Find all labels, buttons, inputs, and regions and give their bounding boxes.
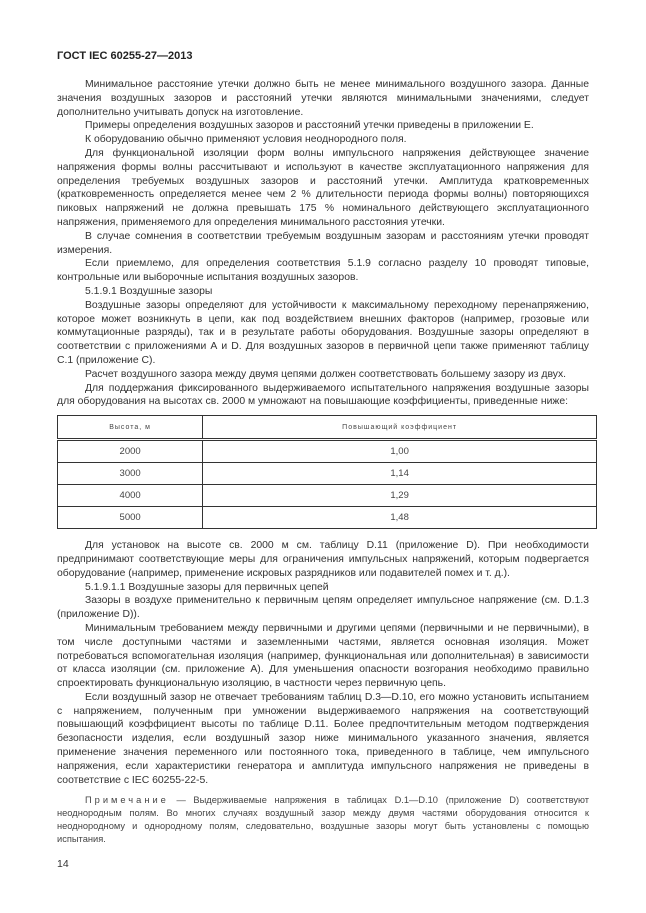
table-row xyxy=(58,507,597,529)
note-text: — Выдерживаемые напряжения в таблицах D.1—D.10 (приложение D) соответствуют неоднородным полям. Во многих случаях воздушный зазор между двумя частями оборудования относится к неоднородному и однородному полям, следовательно, воздушные зазоры могут быть установлены с помощью испытания. xyxy=(57,795,589,845)
altitude-factor-table xyxy=(57,415,597,529)
cell-altitude: 2000 xyxy=(58,440,203,463)
table-row xyxy=(58,485,597,507)
cell-altitude: 3000 xyxy=(58,463,203,485)
paragraph: Если воздушный зазор не отвечает требованиям таблиц D.3—D.10, его можно установить испытанием с напряжением, полученным при умножении выдерживаемого напряжения на соответствующий повышающий коэффициент высоты по таблице D.11. Более предпочтительным методом подтверждения безопасности изделия, если воздушный зазор ниже минимального указанного значения, является применение значения переменного или постоянного тока, приведенного в таблице, чем импульсного напряжения, если характеристики генератора и амплитуда импульсного напряжения не приведены в соответствие с IEC 60255-22-5. xyxy=(57,691,589,786)
table-row xyxy=(58,463,597,485)
cell-altitude: 4000 xyxy=(58,485,203,507)
table-row xyxy=(58,440,597,463)
cell-altitude: 5000 xyxy=(58,507,203,529)
cell-factor: 1,48 xyxy=(203,507,597,529)
document-header: ГОСТ IEC 60255-27—2013 xyxy=(57,50,193,62)
paragraph: В случае сомнения в соответствии требуемым воздушным зазорам и расстояниям утечки проводят измерения. xyxy=(57,230,589,256)
page-number: 14 xyxy=(57,858,69,871)
paragraph: Зазоры в воздухе применительно к первичным цепям определяет импульсное напряжение (см. D.1.3 (приложение D)). xyxy=(57,595,589,621)
cell-factor: 1,14 xyxy=(203,463,597,485)
table-header-row xyxy=(58,416,597,440)
paragraph: Расчет воздушного зазора между двумя цепями должен соответствовать большему зазору из двух. xyxy=(85,368,567,380)
paragraph: Минимальное расстояние утечки должно быть не менее минимального воздушного зазора. Данные значения воздушных зазоров и расстояний утечки являются минимальными значениями, следует дополнительно учитывать допуск на изготовление. xyxy=(57,79,589,118)
paragraph: Минимальным требованием между первичными и другими цепями (первичными и не первичными), в том числе доступными частями и заземленными частями, является основная изоляция. Может потребоваться вспомогательная изоляция (например, функциональная или дополнительная) в зависимости от класса изоляции (см. приложение А). Для уменьшения опасности возгорания необходимо правильно спроектировать функциональную изоляцию, в частности через первичную цепь. xyxy=(57,622,589,690)
cell-factor: 1,00 xyxy=(203,440,597,463)
paragraph: К оборудованию обычно применяют условия неоднородного поля. xyxy=(85,134,407,146)
cell-factor: 1,29 xyxy=(203,485,597,507)
paragraph: Воздушные зазоры определяют для устойчивости к максимальному переходному перенапряжению, которое может возникнуть в цепи, как под воздействием внешних факторов (например, грозовые или коммутационные разряды), так и в результате работы оборудования. Воздушные зазоры определяют в соответствии с приложениями А и D. Для воздушных зазоров в первичной цепи также применяют таблицу С.1 (приложение С). xyxy=(57,299,589,366)
column-header-factor: Повышающий коэффициент xyxy=(203,416,597,440)
section-heading: 5.1.9.1 Воздушные зазоры xyxy=(85,285,213,297)
paragraph: Для функциональной изоляции форм волны импульсного напряжения действующее значение напряжения формы волны рассчитывают и используют в качестве эксплуатационного напряжения для определения требуемых воздушных зазоров и расстояний утечки. Амплитуда кратковременных (кратковременность определяется менее чем 2 % длительности периода формы волны) повторяющихся пиковых напряжений не должна превышать 175 % номинального действующего эксплуатационного напряжения, применяемого для определения минимального расстояния утечки. xyxy=(57,147,589,228)
note-label: Примечание xyxy=(85,795,169,806)
body-text-top xyxy=(57,78,589,409)
paragraph: Для установок на высоте св. 2000 м см. таблицу D.11 (приложение D). При необходимости предпринимают соответствующие меры для ограничения импульсных напряжений, которым подвергается оборудование (например, применение искровых разрядников или подавителей помех и т. д.). xyxy=(57,540,589,579)
column-header-altitude: Высота, м xyxy=(58,416,203,440)
note xyxy=(57,794,589,846)
paragraph: Примеры определения воздушных зазоров и расстояний утечки приведены в приложении Е. xyxy=(85,120,534,132)
section-heading: 5.1.9.1.1 Воздушные зазоры для первичных цепей xyxy=(85,581,329,593)
body-text-bottom xyxy=(57,539,589,787)
paragraph: Для поддержания фиксированного выдерживаемого испытательного напряжения воздушные зазоры для оборудования на высотах св. 2000 м умножают на повышающие коэффициенты, приведенные ниже: xyxy=(57,382,589,408)
paragraph: Если приемлемо, для определения соответствия 5.1.9 согласно разделу 10 проводят типовые, контрольные или выборочные испытания воздушных зазоров. xyxy=(57,258,589,284)
